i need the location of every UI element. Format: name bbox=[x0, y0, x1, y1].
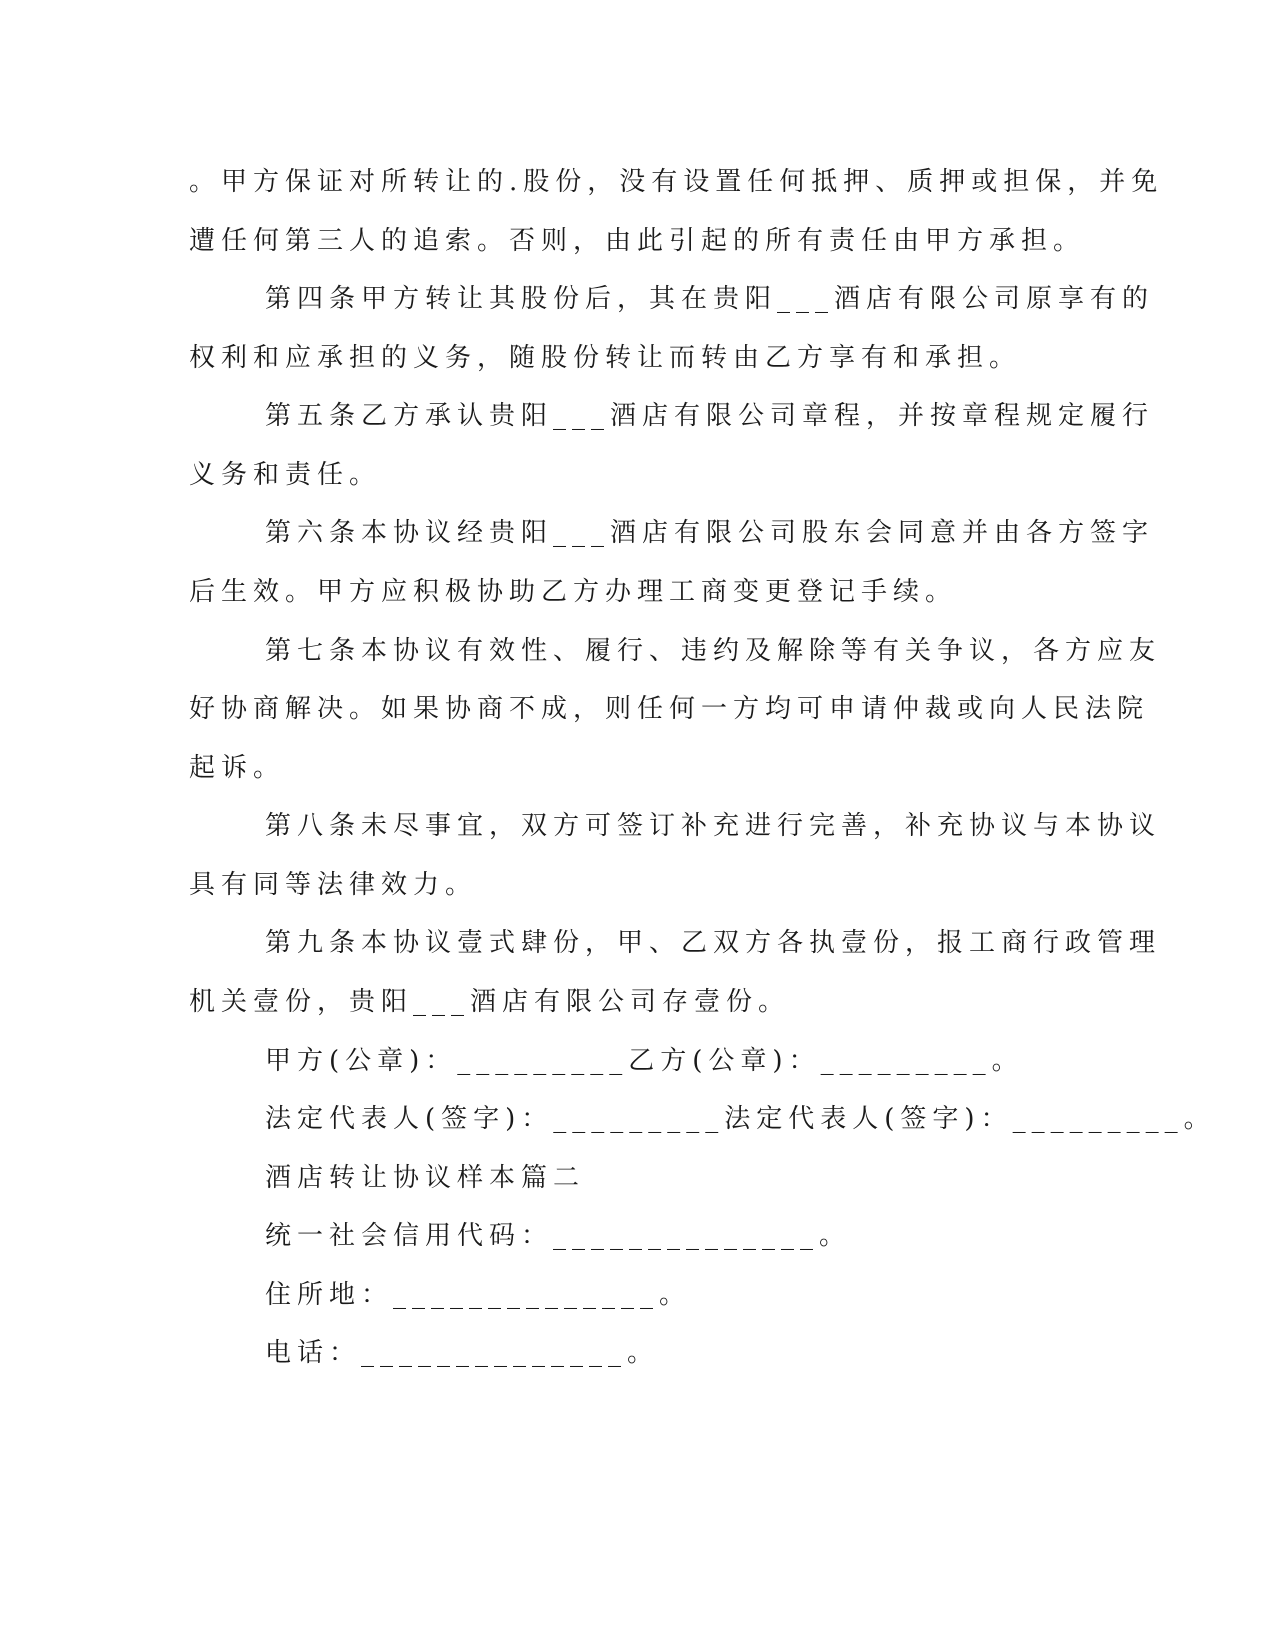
address-field: 住所地：______________。 bbox=[265, 1280, 692, 1310]
article-4-line: 第四条甲方转让其股份后，其在贵阳___酒店有限公司原享有的 bbox=[265, 284, 1155, 314]
article-8-line: 第八条未尽事宜，双方可签订补充进行完善，补充协议与本协议 bbox=[265, 811, 1162, 841]
article-5-line: 第五条乙方承认贵阳___酒店有限公司章程，并按章程规定履行 bbox=[265, 401, 1155, 431]
phone-field: 电话：______________。 bbox=[265, 1338, 660, 1368]
representative-signature-line: 法定代表人(签字)：_________法定代表人(签字)：_________。 bbox=[265, 1104, 1216, 1134]
paragraph-line: 好协商解决。如果协商不成，则任何一方均可申请仲裁或向人民法院 bbox=[189, 694, 1150, 724]
article-9-line: 第九条本协议壹式肆份，甲、乙双方各执壹份，报工商行政管理 bbox=[265, 928, 1162, 958]
article-7-line: 第七条本协议有效性、履行、违约及解除等有关争议，各方应友 bbox=[265, 636, 1162, 666]
seal-signature-line: 甲方(公章)：_________乙方(公章)：_________。 bbox=[265, 1046, 1024, 1076]
credit-code-field: 统一社会信用代码：______________。 bbox=[265, 1221, 852, 1251]
section-heading: 酒店转让协议样本篇二 bbox=[265, 1163, 586, 1193]
paragraph-line: 权利和应承担的义务，随股份转让而转由乙方享有和承担。 bbox=[189, 343, 1022, 373]
paragraph-line: 义务和责任。 bbox=[189, 460, 382, 490]
paragraph-line: 遭任何第三人的追索。否则，由此引起的所有责任由甲方承担。 bbox=[189, 226, 1086, 256]
paragraph-line: 具有同等法律效力。 bbox=[189, 870, 478, 900]
paragraph-line: 机关壹份，贵阳___酒店有限公司存壹份。 bbox=[189, 987, 791, 1017]
paragraph-line: 后生效。甲方应积极协助乙方办理工商变更登记手续。 bbox=[189, 577, 958, 607]
article-6-line: 第六条本协议经贵阳___酒店有限公司股东会同意并由各方签字 bbox=[265, 518, 1155, 548]
paragraph-line: 。甲方保证对所转让的.股份，没有设置任何抵押、质押或担保，并免 bbox=[189, 167, 1164, 197]
paragraph-line: 起诉。 bbox=[189, 753, 286, 783]
